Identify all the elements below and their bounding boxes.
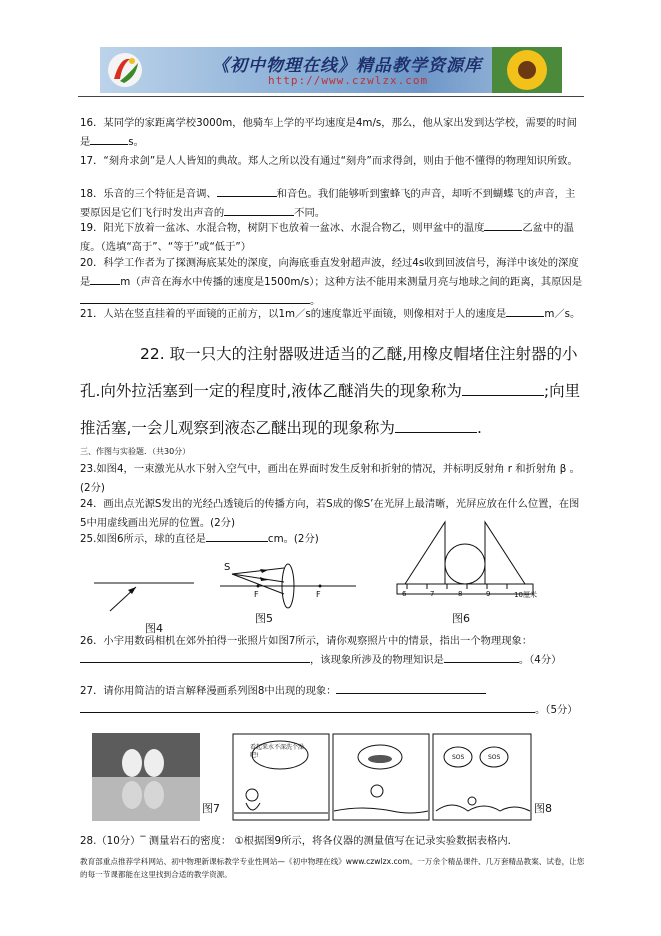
question-19: 19．阳光下放着一盆冰、水混合物，树阴下也放着一盆冰、水混合物乙，则甲盆中的温度 乙盆中的温度。（选填“高于”、“等于”或“低于”） <box>80 219 585 257</box>
cartoon-sos-left: SOS <box>452 754 465 761</box>
figure-5-lens-diagram <box>218 560 358 610</box>
figure-8-caption: 图8 <box>534 802 552 815</box>
question-16: 16．某同学的家距离学校3000m，他骑车上学的平均速度是4m/s，那么，他从家出发到达学校，需要的时间是 s。 <box>80 117 577 148</box>
figure-4-diagram <box>90 575 200 615</box>
point-source-label: S <box>224 562 231 573</box>
page-footer: 教育部重点推荐学科网站、初中物理新课标教学专业性网站—《初中物理在线》www.czwlzx.com。一万余个精品课件、几万套精品教案、试卷，让您的每一节课都能在这里找到合适的教学资源。 <box>80 857 585 879</box>
answer-blank <box>395 418 477 433</box>
figure-7-caption: 图7 <box>202 802 220 815</box>
answer-blank <box>90 273 120 285</box>
question-24: 24．画出点光源S发出的光经凸透镜后的传播方向，若S成的像S’在光屏上最清晰，光屏应放在什么位置，在图5中用虚线画出光屏的位置。(2分) <box>80 498 580 529</box>
banner-url: http://www.czwlzx.com <box>268 74 429 87</box>
answer-blank <box>80 701 535 713</box>
answer-blank <box>217 185 277 197</box>
banner-title: 《初中物理在线》精品教学资源库 <box>212 56 482 76</box>
site-logo-icon <box>106 51 144 89</box>
focus-label-right: F <box>316 590 321 599</box>
ruler-tick-labels: 6 7 8 9 10厘米 <box>402 590 537 599</box>
question-28: 28.（10分）‾ 测量岩石的密度： ①根据图9所示，将各仪器的测量值写在记录实验数据表格内. <box>80 835 511 847</box>
answer-blank <box>444 651 519 663</box>
question-26: 26．小宇用数码相机在郊外拍得一张照片如图7所示，请你观察照片中的情景，指出一个物理现象：，该现象所涉及的物理知识是 。（4分） <box>80 635 562 666</box>
answer-blank <box>506 305 544 317</box>
figure-5-caption: 图5 <box>255 612 273 625</box>
answer-blank <box>90 133 128 145</box>
figure-7-photo <box>92 733 200 821</box>
answer-blank <box>80 292 310 304</box>
answer-blank <box>224 204 294 216</box>
sunflower-icon <box>492 47 562 93</box>
figure-4-caption: 图4 <box>145 622 163 635</box>
answer-blank <box>336 682 486 694</box>
header-divider <box>78 96 584 97</box>
question-18: 18．乐音的三个特征是音调、 和音色。我们能够听到蜜蜂飞的声音，却听不到蝴蝶飞的声音，主要原因是它们飞行时发出声音的 不同。 <box>80 185 585 223</box>
question-20: 20．科学工作者为了探测海底某处的深度，向海底垂直发射超声波，经过4s收到回波信号，海洋中该处的深度是 m（声音在海水中传播的速度是1500m/s）；这种方法不能用来测量月亮与地球之间的距离，其原因是。 <box>80 257 583 307</box>
answer-blank <box>206 530 268 542</box>
answer-blank <box>80 651 310 663</box>
question-23: 23.如图4，一束激光从水下射入空气中，画出在界面时发生反射和折射的情况，并标明反射角 r 和折射角 β 。(2分) <box>80 463 580 494</box>
answer-blank <box>484 219 522 231</box>
question-27: 27．请你用简洁的语言解释漫画系列图8中出现的现象： 。（5分） <box>80 682 585 720</box>
answer-blank <box>462 381 544 396</box>
section-heading: 三、作图与实验题．（共30分） <box>80 447 191 456</box>
focus-label-left: F <box>254 590 259 599</box>
question-21: 21．人站在竖直挂着的平面镜的正前方，以1m／s的速度靠近平面镜，则像相对于人的速度是 m／s。 <box>80 305 585 324</box>
figure-6-caption: 图6 <box>452 612 470 625</box>
question-22: 22. 取一只大的注射器吸进适当的乙醚,用橡皮帽堵住注射器的小孔.向外拉活塞到一定的程度时,液体乙醚消失的现象称为 ;向里推活塞,一会儿观察到液态乙醚出现的现象称为 . <box>80 345 581 437</box>
question-17: 17．“刻舟求剑”是人人皆知的典故。郑人之所以没有通过“刻舟”而求得剑，则由于他不懂得的物理知识所致。 <box>80 155 578 167</box>
cartoon-sos-right: SOS <box>488 754 501 761</box>
header-banner <box>100 47 562 93</box>
question-25: 25.如图6所示，球的直径是 cm。(2分) <box>80 530 585 549</box>
cartoon-speech-bubble: 看起来水不深洗个澡吧! <box>250 744 305 759</box>
